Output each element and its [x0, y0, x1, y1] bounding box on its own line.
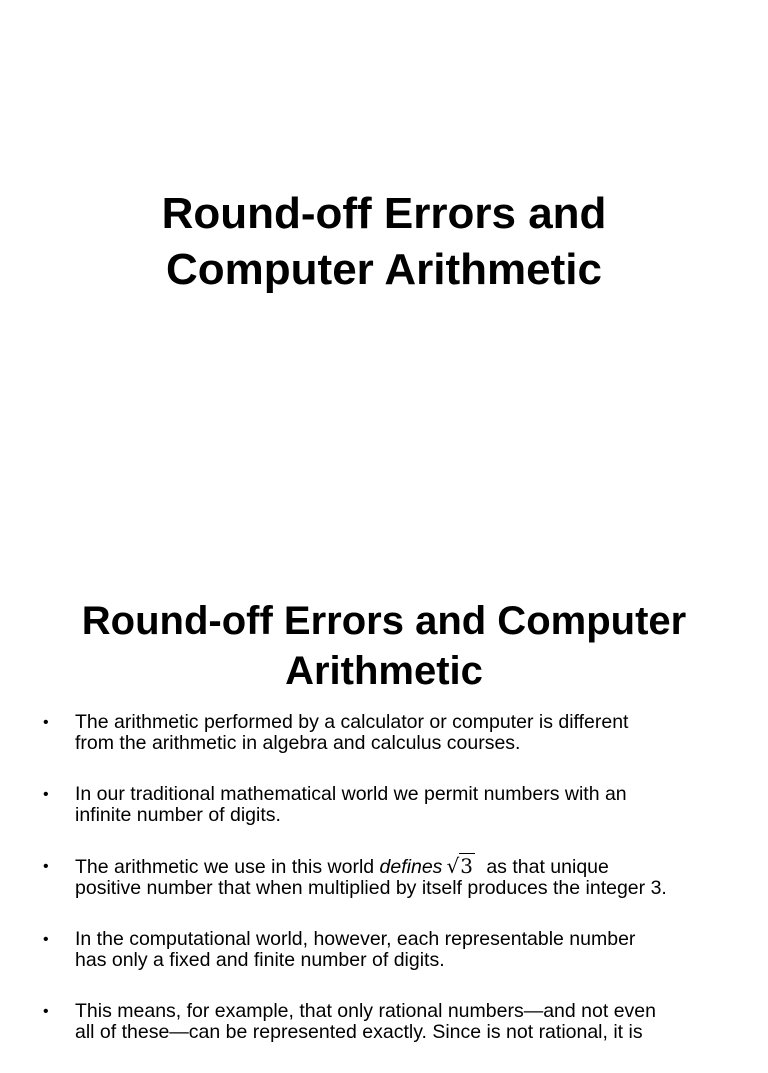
bullet-text-line-1: This means, for example, that only rational numbers—and not even	[75, 1000, 656, 1022]
bullet-item	[0, 1001, 768, 1043]
slide-heading-line-1: Round-off Errors and Computer	[81, 599, 687, 643]
bullet-marker: •	[43, 714, 49, 731]
bullet-text-line-1: In our traditional mathematical world we permit numbers with an	[75, 783, 627, 805]
bullet-text-line-1: The arithmetic performed by a calculator or computer is different	[75, 711, 629, 733]
bullet-text-line-2: from the arithmetic in algebra and calculus courses.	[75, 732, 521, 754]
content-slide	[0, 576, 768, 1043]
bullet-item	[0, 929, 768, 971]
bullet-marker: •	[43, 786, 49, 803]
bullet-text-line-1: In the computational world, however, each representable number	[75, 928, 636, 950]
sqrt-three-formula	[446, 856, 474, 877]
sqrt-radicand: 3	[460, 854, 473, 878]
bullet-text-line-2: infinite number of digits.	[75, 804, 281, 826]
slide-title-line-2: Computer Arithmetic	[166, 245, 602, 294]
bullet-text-pre: The arithmetic we use in this world	[75, 856, 380, 878]
bullet-text-line-2: all of these—can be represented exactly. Since is not rational, it is	[75, 1021, 643, 1043]
slide-title	[0, 186, 768, 298]
bullet-marker: •	[43, 858, 49, 875]
bullet-list	[0, 712, 768, 1073]
bullet-item	[0, 856, 768, 899]
bullet-item	[0, 784, 768, 826]
bullet-text-post: as that unique	[480, 856, 609, 878]
bullet-marker: •	[43, 931, 49, 948]
bullet-text-emphasis: defines	[379, 856, 443, 878]
slide-title-line-1: Round-off Errors and	[161, 189, 607, 238]
slide-heading	[20, 596, 748, 696]
slide-heading-line-2: Arithmetic	[285, 649, 483, 693]
bullet-text-line-2: positive number that when multiplied by itself produces the integer 3.	[75, 877, 667, 899]
bullet-marker: •	[43, 1003, 49, 1020]
sqrt-sign-icon: √	[446, 854, 460, 878]
bullet-item	[0, 712, 768, 754]
bullet-text-line-2: has only a fixed and finite number of digits.	[75, 949, 445, 971]
